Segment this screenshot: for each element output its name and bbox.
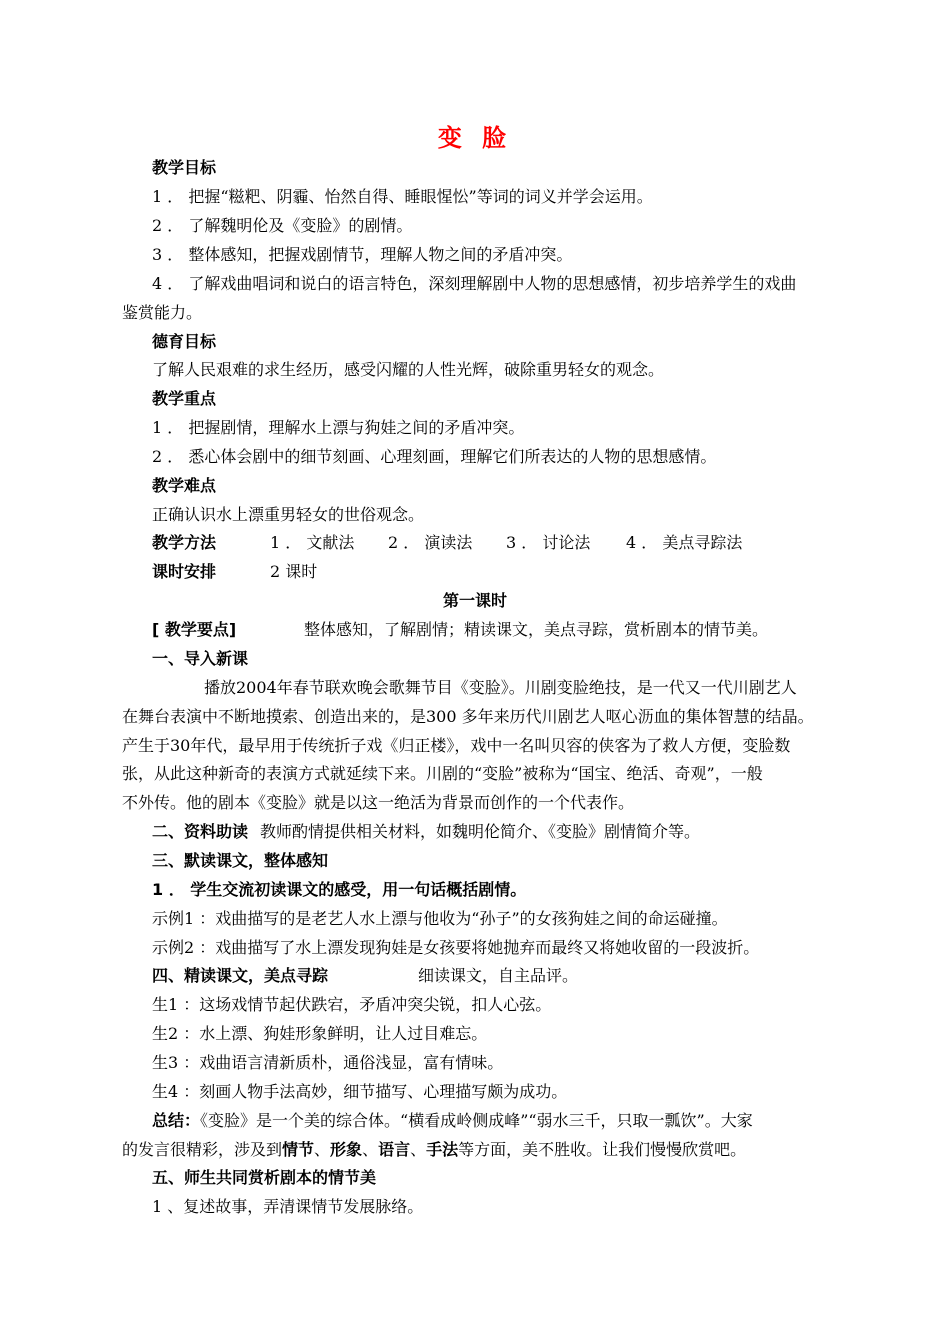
summary-separator: 、 [410,1140,427,1159]
student-comment: 生3 ：戏曲语言清新质朴，通俗浅显，富有情味。 [152,1053,504,1072]
paragraph-line: 播放2004年春节联欢晚会歌舞节目《变脸》。川剧变脸绝技，是一代又一代川剧艺人 [204,678,797,697]
summary-text: 的发言很精彩，涉及到 [122,1140,283,1159]
section-item: 1 、复述故事，弄清课情节发展脉络。 [152,1197,424,1216]
difficulty-heading: 教学难点 [152,476,217,495]
difficulty-text: 正确认识水上漂重男轻女的世俗观念。 [152,505,425,524]
lesson-points-label: [ 教学要点] [152,620,237,639]
goals-heading: 教学目标 [152,158,217,177]
task-item: 1 ． 学生交流初读课文的感受，用一句话概括剧情。 [152,880,527,899]
example-item: 示例2 ：戏曲描写了水上漂发现狗娃是女孩要将她抛弃而最终又将她收留的一段波折。 [152,938,760,957]
section-text: 教师酌情提供相关材料，如魏明伦简介、《变脸》剧情简介等。 [260,822,701,841]
student-comment: 生1 ：这场戏情节起伏跌宕，矛盾冲突尖锐，扣人心弦。 [152,995,552,1014]
summary-label: 总结： [152,1111,201,1130]
goal-item-continued: 鉴赏能力。 [122,303,203,322]
section-heading: 四、精读课文，美点寻踪 [152,966,329,985]
paragraph-line: 在舞台表演中不断地摸索、创造出来的，是300 多年来历代川剧艺人呕心沥血的集体智慧的结晶。 [122,707,814,726]
schedule-heading: 课时安排 [152,562,217,581]
goal-item: 1 ． 把握“糍粑、阴霾、怡然自得、睡眼惺忪”等词的词义并学会运用。 [152,187,653,206]
section-row [152,966,872,986]
schedule-value: 2 课时 [270,562,318,581]
section-note: 细读课文，自主品评。 [418,966,579,985]
focus-item: 2 ． 悉心体会剧中的细节刻画、心理刻画，理解它们所表达的人物的思想感情。 [152,447,717,466]
method-item: 4 ． 美点寻踪法 [626,533,743,552]
document-title: 变 脸 [437,124,513,152]
method-item: 1 ． 文献法 [270,533,355,552]
goal-item: 3 ． 整体感知，把握戏剧情节，理解人物之间的矛盾冲突。 [152,245,573,264]
section-heading: 二、资料助读 [152,822,249,841]
paragraph-line: 产生于30年代，最早用于传统折子戏《归正楼》，戏中一名叫贝容的侠客为了救人方便，变脸数 [122,736,791,755]
paragraph-line: 不外传。他的剧本《变脸》就是以这一绝活为背景而创作的一个代表作。 [122,793,635,812]
section-heading: 一、导入新课 [152,649,249,668]
example-item: 示例1 ：戏曲描写的是老艺人水上漂与他收为“孙子”的女孩狗娃之间的命运碰撞。 [152,909,728,928]
summary-keyword: 手法 [426,1140,459,1159]
methods-row [152,533,872,553]
student-comment: 生2 ：水上漂、狗娃形象鲜明，让人过目难忘。 [152,1024,488,1043]
method-item: 2 ． 演读法 [388,533,473,552]
lesson-heading: 第一课时 [442,591,507,610]
summary-text: 等方面，美不胜收。让我们慢慢欣赏吧。 [458,1140,747,1159]
moral-text: 了解人民艰难的求生经历，感受闪耀的人性光辉，破除重男轻女的观念。 [152,360,665,379]
summary-keyword: 形象 [330,1140,363,1159]
methods-heading: 教学方法 [152,533,217,552]
summary-text: 《变脸》是一个美的综合体。“横看成岭侧成峰”“弱水三千，只取一瓢饮”。大家 [200,1111,753,1130]
section-heading: 三、默读课文，整体感知 [152,851,329,870]
student-comment: 生4 ：刻画人物手法高妙，细节描写、心理描写颇为成功。 [152,1082,568,1101]
summary-keyword: 情节 [282,1140,315,1159]
moral-heading: 德育目标 [152,332,217,351]
section-row [152,822,872,842]
schedule-row [152,562,872,582]
summary-line [152,1111,872,1131]
method-item: 3 ． 讨论法 [506,533,591,552]
lesson-points-row [152,620,872,640]
goal-item: 4 ． 了解戏曲唱词和说白的语言特色，深刻理解剧中人物的思想感情，初步培养学生的戏曲 [152,274,797,293]
summary-separator: 、 [362,1140,379,1159]
lesson-points-text: 整体感知，了解剧情；精读课文，美点寻踪，赏析剧本的情节美。 [304,620,769,639]
goal-item: 2 ． 了解魏明伦及《变脸》的剧情。 [152,216,413,235]
focus-heading: 教学重点 [152,389,217,408]
section-heading: 五、师生共同赏析剧本的情节美 [152,1168,377,1187]
focus-item: 1 ． 把握剧情，理解水上漂与狗娃之间的矛盾冲突。 [152,418,525,437]
summary-keyword: 语言 [378,1140,411,1159]
summary-separator: 、 [314,1140,331,1159]
paragraph-line: 张，从此这种新奇的表演方式就延续下来。川剧的“变脸”被称为“国宝、绝活、奇观”，一般 [122,764,763,783]
summary-line [122,1140,842,1160]
